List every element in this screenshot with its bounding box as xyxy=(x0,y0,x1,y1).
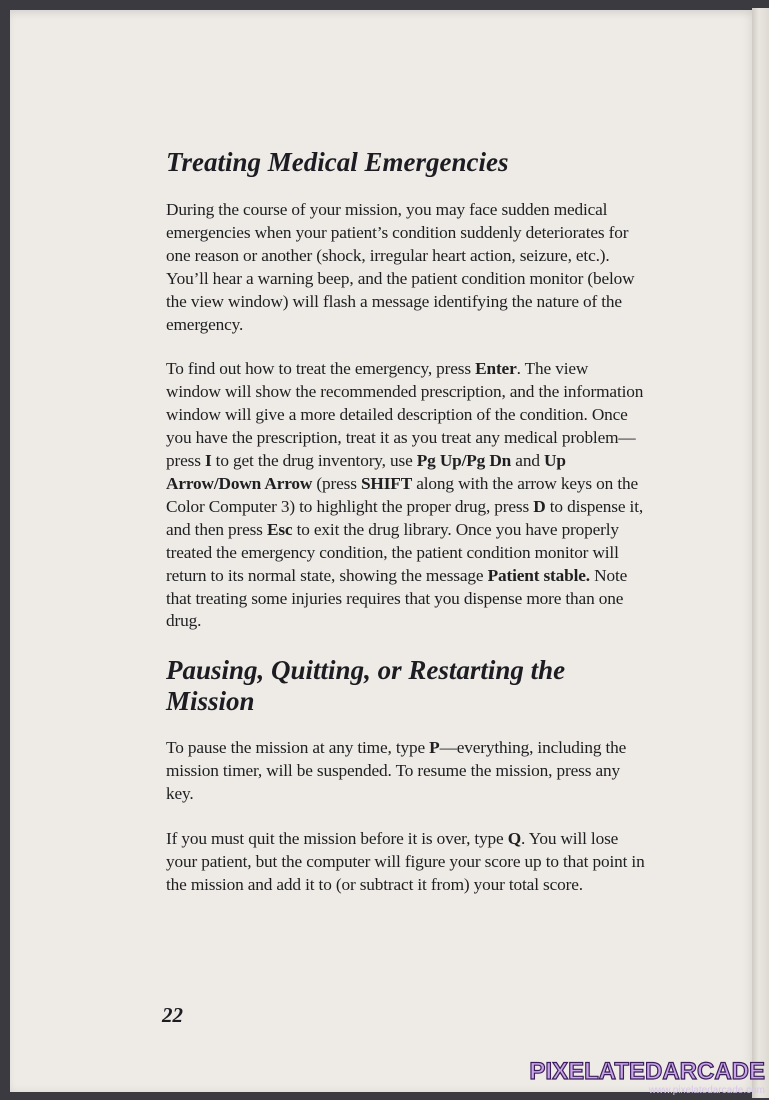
page-number: 22 xyxy=(162,1003,183,1027)
key-enter: Enter xyxy=(475,359,517,379)
message-patient-stable: Patient stable. xyxy=(487,565,590,585)
section-heading-treating-emergencies: Treating Medical Emergencies xyxy=(166,147,509,177)
key-esc: Esc xyxy=(266,519,293,539)
paragraph-pausing: To pause the mission at any time, type P—everything, including the mission timer, will be suspended. To resume the mission, press any key. xyxy=(166,738,627,804)
watermark xyxy=(529,1060,765,1096)
key-shift: SHIFT xyxy=(360,473,413,493)
key-q: Q xyxy=(507,829,522,849)
key-d: D xyxy=(533,496,546,516)
key-i: I xyxy=(204,451,212,471)
key-arrows: Up Arrow/Down Arrow xyxy=(166,451,566,493)
section-heading-pausing-quitting: Pausing, Quitting, or Restarting the Mission xyxy=(166,655,566,717)
page-content xyxy=(166,145,646,897)
watermark-url: www.pixelatedarcade.com xyxy=(648,1085,765,1096)
key-pg-up-dn: Pg Up/Pg Dn xyxy=(416,451,512,471)
manual-page xyxy=(10,10,756,1092)
paragraph-emergencies-treatment: To find out how to treat the emergency, press Enter. The view window will show the recommended prescription, and the information window will give a more detailed description of the condition. Once you have the prescription, treat it as you treat any medical problem—press I to get the drug inventory, use Pg Up/Pg Dn and Up Arrow/Down Arrow (press SHIFT along with the arrow keys on the Color Computer 3) to highlight the proper drug, press D to dispense it, and then press Esc to exit the drug library. Once you have properly treated the emergency condition, the patient condition monitor will return to its normal state, showing the message Patient stable. Note that treating some injuries requires that you dispense more than one drug. xyxy=(166,359,644,631)
watermark-brand: PIXELATEDARCADE xyxy=(529,1058,765,1085)
next-page-edge xyxy=(752,8,769,1098)
paragraph-emergencies-intro: During the course of your mission, you may face sudden medical emergencies when your patient’s condition suddenly deteriorates for one reason or another (shock, irregular heart action, seizure, etc.). You’ll hear a warning beep, and the patient condition monitor (below the view window) will flash a message identifying the nature of the emergency. xyxy=(166,200,635,334)
key-p: P xyxy=(429,738,440,758)
paragraph-quitting: If you must quit the mission before it is over, type Q. You will lose your patient, but the computer will figure your score up to that point in the mission and add it to (or subtract it from) your total score. xyxy=(166,829,645,894)
